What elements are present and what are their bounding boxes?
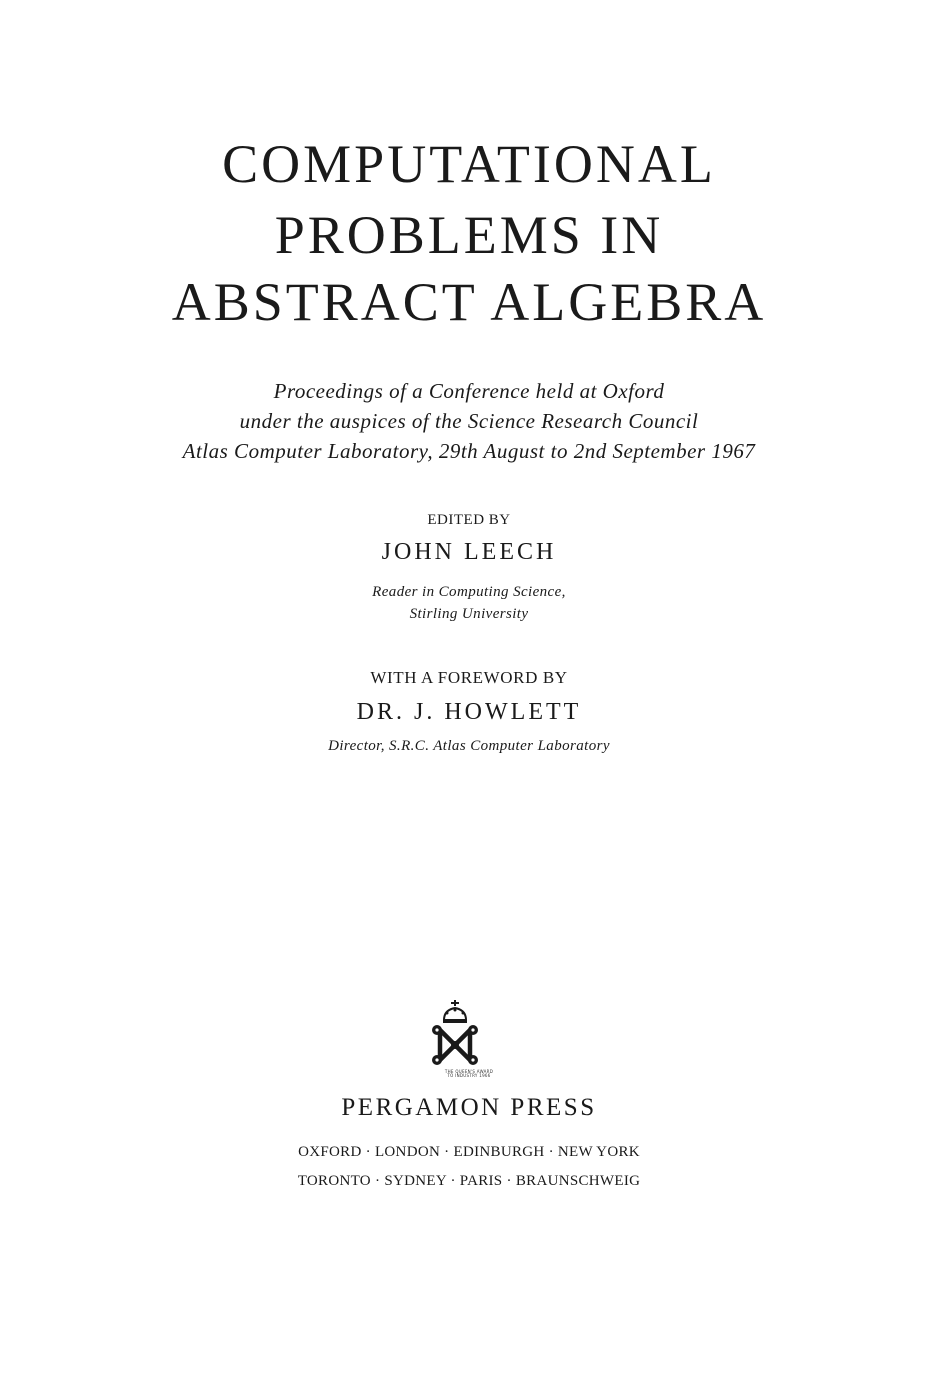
editor-affiliation-line-2: Stirling University xyxy=(409,606,529,622)
title-line-3: ABSTRACT ALGEBRA xyxy=(171,272,767,332)
publisher-cities-line-1: OXFORD · LONDON · EDINBURGH · NEW YORK xyxy=(298,1144,640,1160)
editor-name: JOHN LEECH xyxy=(381,539,557,565)
emblem-caption-line-1: THE QUEEN'S AWARD xyxy=(444,1069,494,1074)
emblem-caption xyxy=(0,1070,938,1078)
title-line-1: COMPUTATIONAL xyxy=(222,134,716,194)
title-line-2: PROBLEMS IN xyxy=(274,205,664,265)
proceedings-line-2: under the auspices of the Science Research Council xyxy=(239,409,699,433)
foreword-author-name: DR. J. HOWLETT xyxy=(356,699,582,725)
queens-award-emblem-icon xyxy=(420,998,490,1078)
edited-by-label: EDITED BY xyxy=(427,512,511,528)
proceedings-line-3: Atlas Computer Laboratory, 29th August to 2nd September 1967 xyxy=(182,439,756,463)
foreword-author-affiliation: Director, S.R.C. Atlas Computer Laboratory xyxy=(328,738,610,754)
publisher-name: PERGAMON PRESS xyxy=(341,1094,597,1121)
editor-affiliation-line-1: Reader in Computing Science, xyxy=(372,584,566,600)
emblem-caption-line-2: TO INDUSTRY 1966 xyxy=(447,1073,491,1078)
foreword-label: WITH A FOREWORD BY xyxy=(370,668,568,687)
publisher-cities-line-2: TORONTO · SYDNEY · PARIS · BRAUNSCHWEIG xyxy=(297,1173,641,1189)
proceedings-line-1: Proceedings of a Conference held at Oxford xyxy=(273,379,665,403)
